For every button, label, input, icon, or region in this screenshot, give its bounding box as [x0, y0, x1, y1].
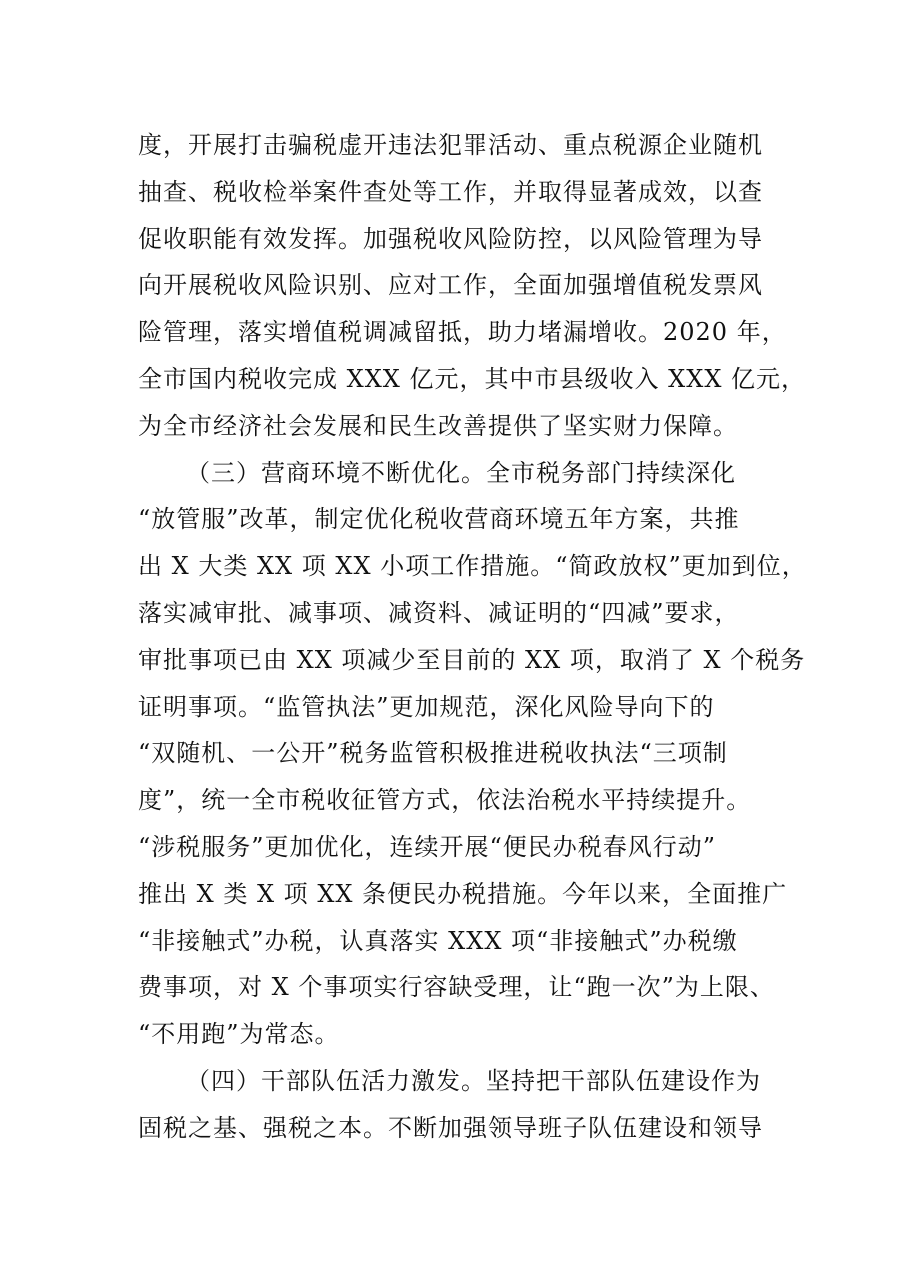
text-line: “放管服”改革，制定优化税收营商环境五年方案，共推	[138, 505, 740, 534]
text-line: 证明事项。“监管执法”更加规范，深化风险导向下的	[138, 692, 715, 721]
text-line: 出 X 大类 XX 项 XX 小项工作措施。“简政放权”更加到位，	[138, 552, 807, 581]
text-line: “不用跑”为常态。	[138, 1020, 340, 1049]
text-line: 度，开展打击骗税虚开违法犯罪活动、重点税源企业随机	[138, 131, 763, 159]
text-line: 全市国内税收完成 XXX 亿元，其中市县级收入 XXX 亿元，	[138, 364, 807, 393]
text-line: 向开展税收风险识别、应对工作，全面加强增值税发票风	[138, 271, 763, 300]
section-heading-line: （三）营商环境不断优化。全市税务部门持续深化	[186, 458, 736, 487]
text-line: 费事项，对 X 个事项实行容缺受理，让“跑一次”为上限、	[138, 973, 775, 1002]
text-line: 固税之基、强税之本。不断加强领导班子队伍建设和领导	[138, 1113, 763, 1142]
text-line: 促收职能有效发挥。加强税收风险防控，以风险管理为导	[138, 224, 763, 253]
section-heading-line: （四）干部队伍活力激发。坚持把干部队伍建设作为	[186, 1066, 761, 1095]
text-line: 险管理，落实增值税调减留抵，助力堵漏增收。2020 年，	[138, 318, 787, 347]
text-line: 抽查、税收检举案件查处等工作，并取得显著成效，以查	[138, 177, 763, 206]
text-line: 度”，统一全市税收征管方式，依法治税水平持续提升。	[138, 786, 752, 815]
text-line: “双随机、一公开”税务监管积极推进税收执法“三项制	[138, 739, 728, 768]
text-line: 落实减审批、减事项、减资料、减证明的“四减”要求，	[138, 598, 740, 627]
text-line: “涉税服务”更加优化，连续开展“便民办税春风行动”	[138, 832, 717, 861]
text-line: 审批事项已由 XX 项减少至目前的 XX 项，取消了 X 个税务	[138, 645, 806, 674]
text-line: 为全市经济社会发展和民生改善提供了坚实财力保障。	[138, 411, 738, 440]
text-line: “非接触式”办税，认真落实 XXX 项“非接触式”办税缴	[138, 926, 738, 955]
text-line: 推出 X 类 X 项 XX 条便民办税措施。今年以来，全面推广	[138, 879, 788, 908]
document-body	[138, 122, 807, 1152]
